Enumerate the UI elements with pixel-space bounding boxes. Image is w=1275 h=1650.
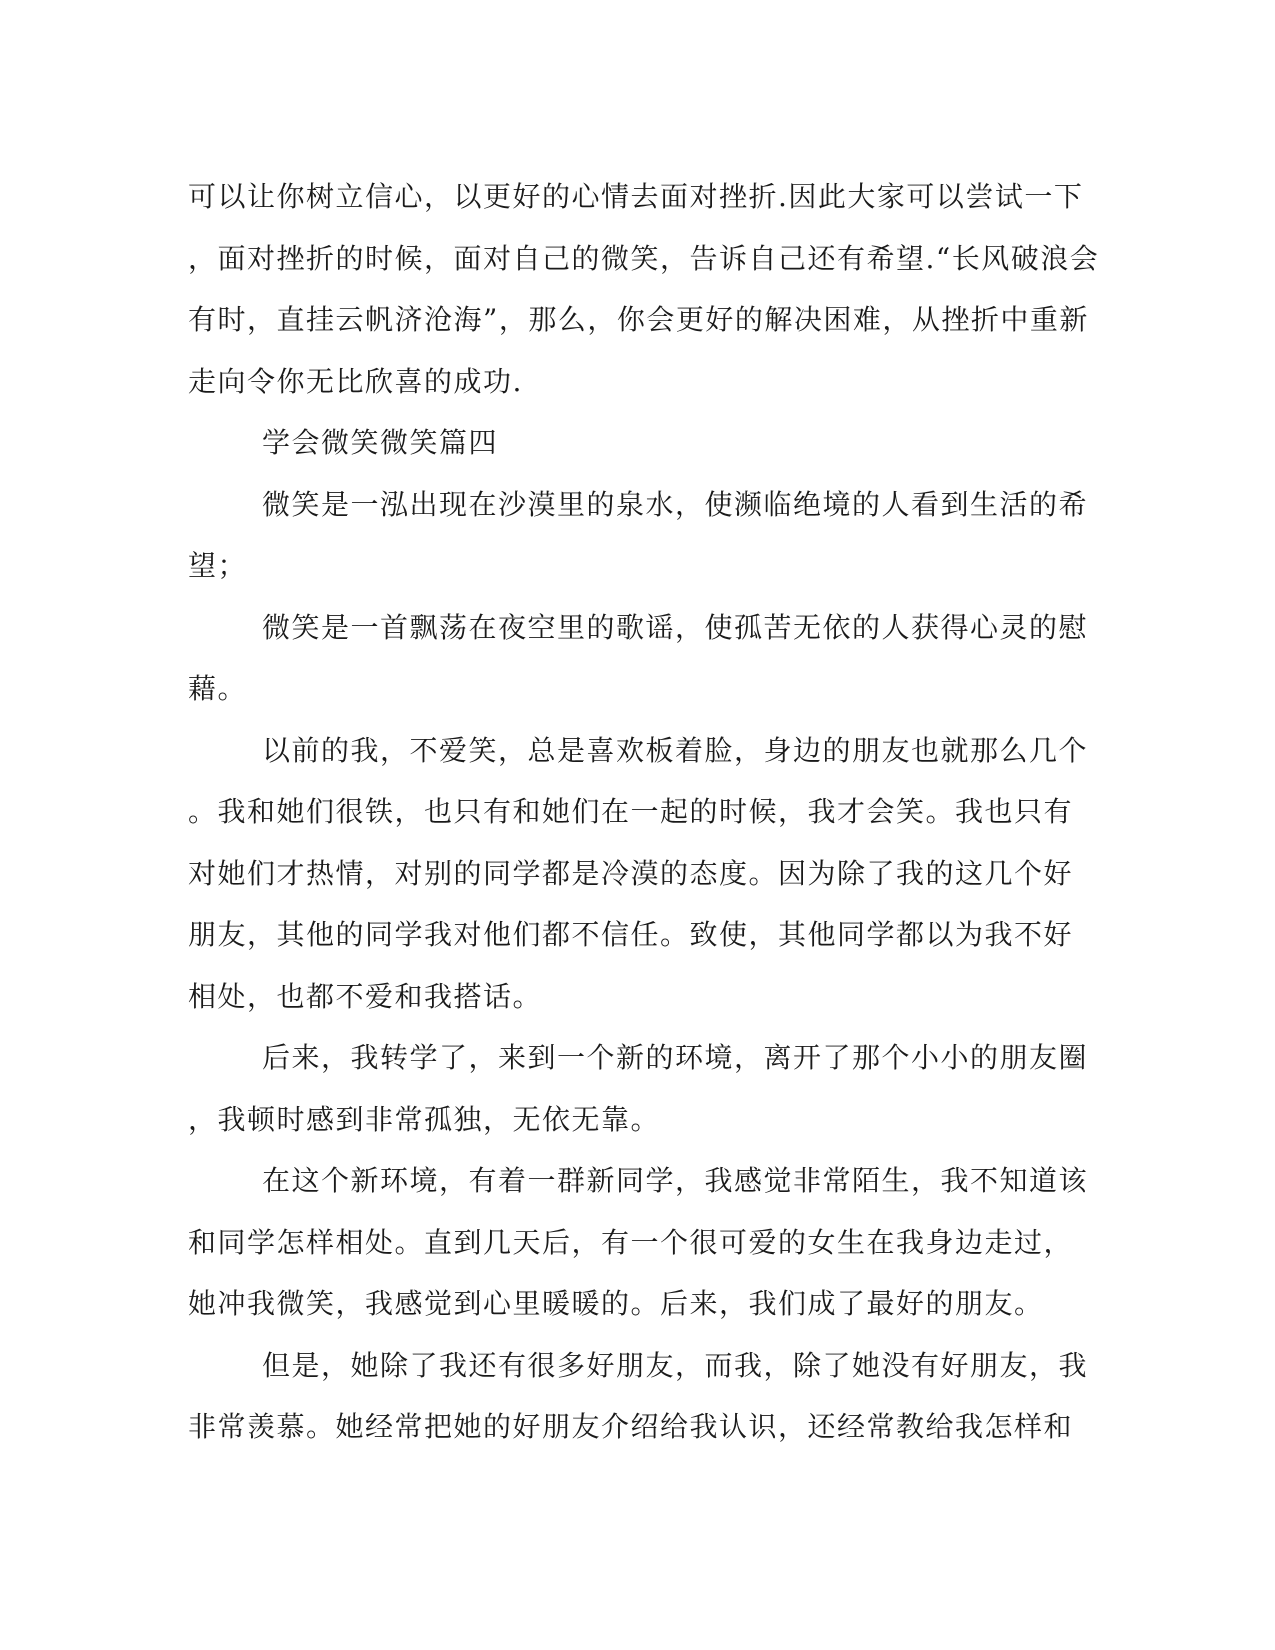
document-body bbox=[188, 166, 1100, 1458]
text-line: 和同学怎样相处。直到几天后，有一个很可爱的女生在我身边走过， bbox=[188, 1225, 1074, 1259]
text-line: 后来，我转学了，来到一个新的环境，离开了那个小小的朋友圈 bbox=[262, 1041, 1089, 1074]
text-line: 走向令你无比欣喜的成功. bbox=[188, 364, 523, 398]
text-line: 可以让你树立信心，以更好的心情去面对挫折.因此大家可以尝试一下 bbox=[188, 180, 1084, 213]
text-line: 对她们才热情，对别的同学都是冷漠的态度。因为除了我的这几个好 bbox=[188, 856, 1074, 890]
text-line: 但是，她除了我还有很多好朋友，而我，除了她没有好朋友，我 bbox=[262, 1348, 1089, 1382]
text-line: 望； bbox=[188, 549, 248, 582]
text-line: ，面对挫折的时候，面对自己的微笑，告诉自己还有希望.“长风破浪会 bbox=[188, 241, 1100, 275]
text-line: 以前的我，不爱笑，总是喜欢板着脸，身边的朋友也就那么几个 bbox=[262, 733, 1089, 767]
text-line: 。我和她们很铁，也只有和她们在一起的时候，我才会笑。我也只有 bbox=[188, 795, 1074, 828]
text-line: 她冲我微笑，我感觉到心里暖暖的。后来，我们成了最好的朋友。 bbox=[188, 1287, 1044, 1320]
text-line: 相处，也都不爱和我搭话。 bbox=[188, 979, 543, 1013]
text-line: 朋友，其他的同学我对他们都不信任。致使，其他同学都以为我不好 bbox=[188, 918, 1074, 951]
text-line: ，我顿时感到非常孤独，无依无靠。 bbox=[188, 1102, 661, 1136]
text-line: 藉。 bbox=[188, 672, 248, 705]
text-line: 有时，直挂云帆济沧海”，那么，你会更好的解决困难，从挫折中重新 bbox=[188, 303, 1089, 336]
text-line: 微笑是一首飘荡在夜空里的歌谣，使孤苦无依的人获得心灵的慰 bbox=[262, 610, 1089, 644]
text-line: 在这个新环境，有着一群新同学，我感觉非常陌生，我不知道该 bbox=[262, 1164, 1089, 1197]
section-heading: 学会微笑微笑篇四 bbox=[262, 426, 499, 459]
text-line: 非常羡慕。她经常把她的好朋友介绍给我认识，还经常教给我怎样和 bbox=[188, 1410, 1074, 1443]
text-line: 微笑是一泓出现在沙漠里的泉水，使濒临绝境的人看到生活的希 bbox=[262, 487, 1089, 521]
